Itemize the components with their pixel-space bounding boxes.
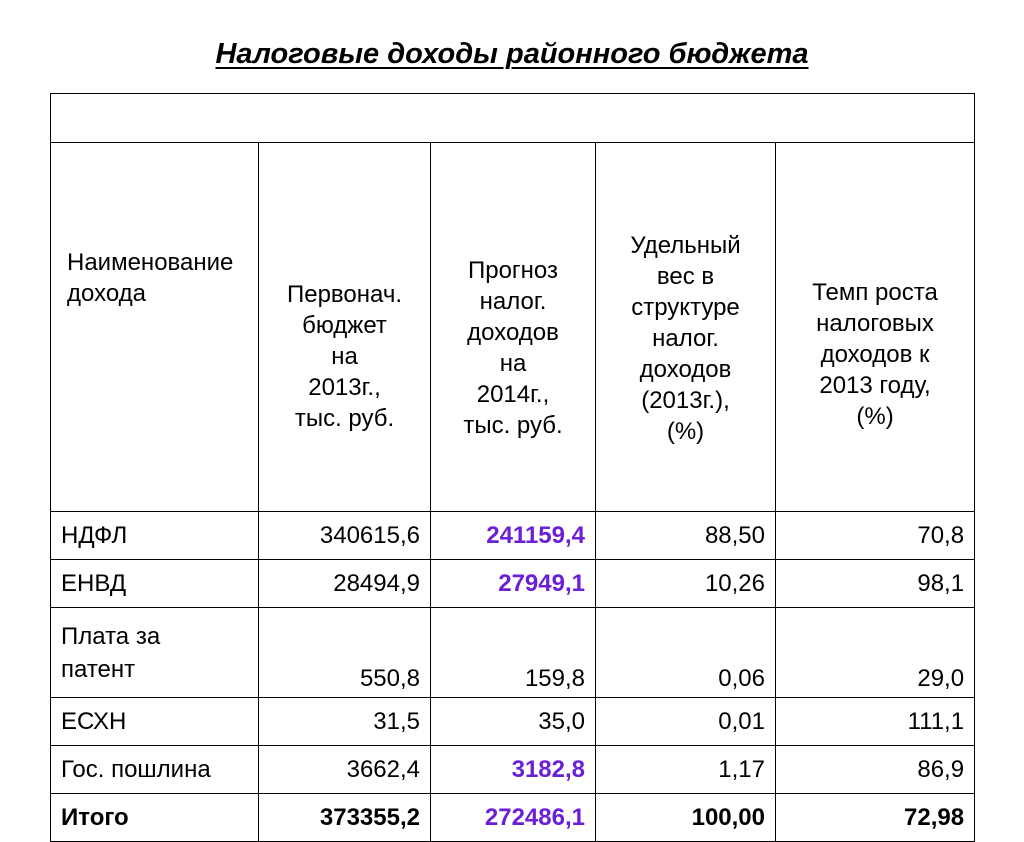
row-initial: 340615,6: [259, 512, 431, 560]
row-growth: 70,8: [776, 512, 975, 560]
row-growth: 111,1: [776, 698, 975, 746]
table-row: [51, 560, 975, 608]
row-share: 88,50: [596, 512, 776, 560]
row-forecast: 35,0: [431, 698, 596, 746]
row-share: 10,26: [596, 560, 776, 608]
total-share: 100,00: [596, 794, 776, 842]
row-initial: 31,5: [259, 698, 431, 746]
row-share: 0,06: [596, 608, 776, 698]
row-initial: 28494,9: [259, 560, 431, 608]
row-forecast: 27949,1: [431, 560, 596, 608]
row-initial: 550,8: [259, 608, 431, 698]
total-initial: 373355,2: [259, 794, 431, 842]
row-forecast: 241159,4: [431, 512, 596, 560]
row-name: ЕСХН: [51, 698, 259, 746]
empty-cell: [51, 94, 975, 143]
row-name-text: Плата за патент: [61, 622, 161, 683]
header-forecast: [431, 143, 596, 512]
tax-revenue-table: [50, 93, 975, 842]
row-name: ЕНВД: [51, 560, 259, 608]
header-share: [596, 143, 776, 512]
total-name: Итого: [51, 794, 259, 842]
row-growth: 86,9: [776, 746, 975, 794]
table-header-row: [51, 143, 975, 512]
table-row: [51, 512, 975, 560]
row-name: НДФЛ: [51, 512, 259, 560]
page-title: Налоговые доходы районного бюджета: [215, 38, 809, 70]
header-initial-budget: [259, 143, 431, 512]
header-forecast-text: Прогноз налог. доходов на 2014г., тыс. руб.: [463, 257, 563, 439]
header-name: [51, 143, 259, 512]
row-growth: 98,1: [776, 560, 975, 608]
row-name: Гос. пошлина: [51, 746, 259, 794]
header-name-text: Наименование дохода: [67, 249, 234, 307]
row-initial: 3662,4: [259, 746, 431, 794]
total-forecast: 272486,1: [431, 794, 596, 842]
header-initial-budget-text: Первонач. бюджет на 2013г., тыс. руб.: [286, 280, 403, 432]
row-share: 1,17: [596, 746, 776, 794]
table-row: [51, 608, 975, 698]
table-row: [51, 746, 975, 794]
table-total-row: [51, 794, 975, 842]
table-row: [51, 698, 975, 746]
header-growth-text: Темп роста налоговых доходов к 2013 году, (%): [812, 278, 938, 430]
total-growth: 72,98: [776, 794, 975, 842]
row-share: 0,01: [596, 698, 776, 746]
row-forecast: 159,8: [431, 608, 596, 698]
row-growth: 29,0: [776, 608, 975, 698]
row-forecast: 3182,8: [431, 746, 596, 794]
header-share-text: Удельный вес в структуре налог. доходов (2013г.), (%): [630, 231, 741, 445]
table-empty-top-row: [51, 94, 975, 143]
header-growth: [776, 143, 975, 512]
row-name: [51, 608, 259, 698]
